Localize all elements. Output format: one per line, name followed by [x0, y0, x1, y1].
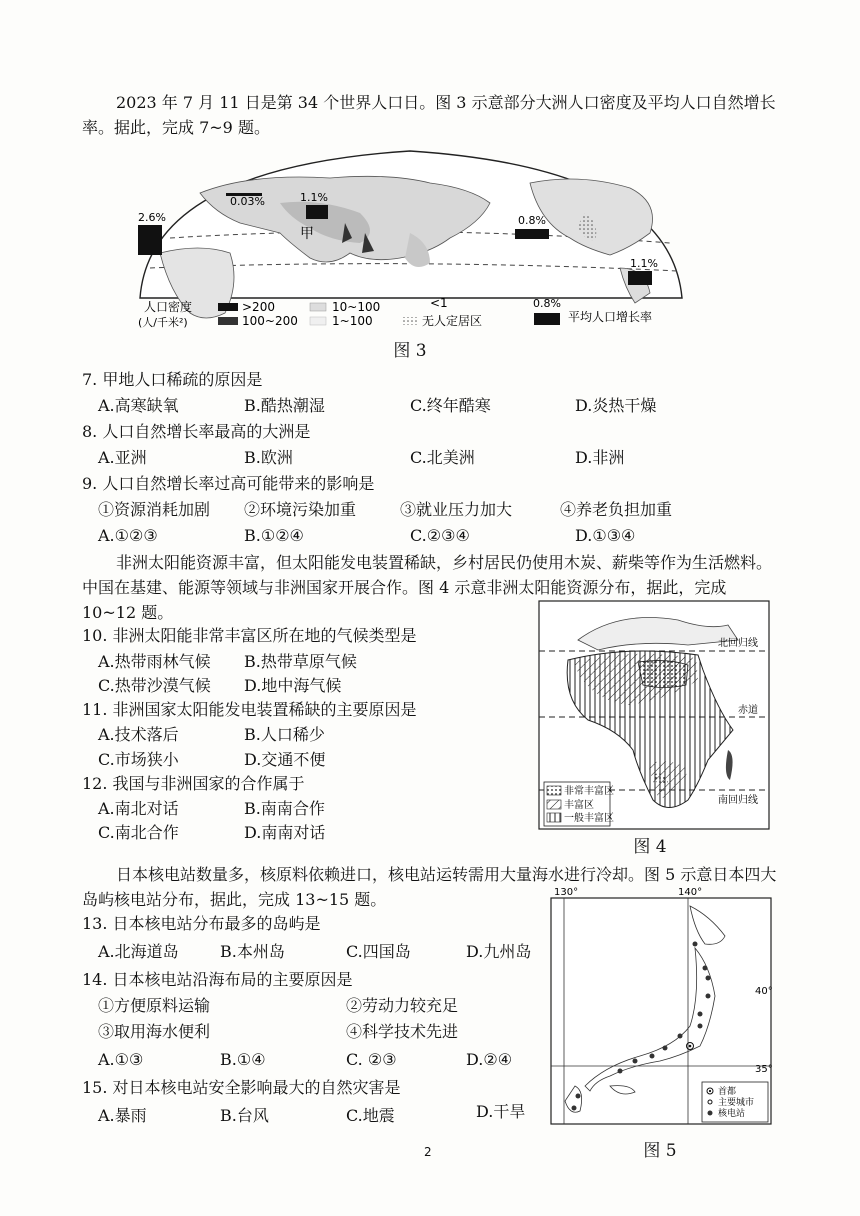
- q9-option-a[interactable]: A.①②③: [98, 526, 158, 545]
- q10-option-d[interactable]: D.地中海气候: [244, 676, 342, 695]
- q12-option-b[interactable]: B.南南合作: [244, 799, 325, 818]
- place-label-jia: 甲: [300, 226, 314, 242]
- q15-option-c[interactable]: C.地震: [346, 1106, 395, 1125]
- figure-5-legend: [702, 1082, 768, 1122]
- figure-4-caption: 图 4: [633, 837, 667, 857]
- svg-text:无人定居区: 无人定居区: [422, 314, 483, 328]
- figure-5-svg: [550, 886, 772, 1126]
- figure-5-caption: 图 5: [643, 1141, 677, 1161]
- svg-text:<1: <1: [430, 296, 448, 310]
- label-tropic-south: 南回归线: [718, 795, 758, 806]
- page-number: 2: [424, 1145, 432, 1159]
- svg-text:丰富区: 丰富区: [564, 800, 594, 811]
- svg-text:首都: 首都: [718, 1087, 737, 1097]
- figure-4-svg: [538, 600, 770, 830]
- q15-stem: 15. 对日本核电站安全影响最大的自然灾害是: [82, 1078, 401, 1097]
- q13-option-c[interactable]: C.四国岛: [346, 942, 411, 961]
- svg-text:人口密度: 人口密度: [144, 300, 193, 314]
- svg-text:1~100: 1~100: [332, 314, 373, 328]
- svg-text:主要城市: 主要城市: [718, 1098, 755, 1108]
- label-lat-35: 35°: [755, 1064, 772, 1075]
- figure-4-map: [538, 600, 770, 830]
- q14-statement-3: ③取用海水便利: [98, 1022, 211, 1041]
- q9-option-b[interactable]: B.①②④: [244, 526, 304, 545]
- figure-3-caption: 图 3: [393, 341, 427, 361]
- q12-option-d[interactable]: D.南南对话: [244, 823, 326, 842]
- q14-statement-2: ②劳动力较充足: [346, 996, 459, 1015]
- label-lon-140: 140°: [678, 887, 703, 898]
- bar-label-africa: 2.6%: [138, 211, 166, 224]
- q8-option-b[interactable]: B.欧洲: [244, 448, 293, 467]
- q7-option-c[interactable]: C.终年酷寒: [410, 396, 491, 415]
- figure-5-map: [550, 886, 772, 1126]
- svg-text:非常丰富区: 非常丰富区: [564, 786, 614, 797]
- label-equator: 赤道: [738, 705, 758, 716]
- q9-statement-1: ①资源消耗加剧: [98, 500, 211, 519]
- intro-fig3: 2023 年 7 月 11 日是第 34 个世界人口日。图 3 示意部分大洲人口密度及平均人口自然增长率。据此，完成 7~9 题。: [82, 93, 776, 137]
- label-lat-40: 40°: [755, 986, 772, 997]
- figure-3-svg: [130, 143, 690, 333]
- q7-option-b[interactable]: B.酷热潮湿: [244, 396, 325, 415]
- q9-option-c[interactable]: C.②③④: [410, 526, 470, 545]
- q14-option-d[interactable]: D.②④: [466, 1050, 513, 1069]
- q10-option-c[interactable]: C.热带沙漠气候: [98, 676, 211, 695]
- q11-option-a[interactable]: A.技术落后: [98, 725, 179, 744]
- bar-label-south-america: 1.1%: [630, 257, 658, 270]
- q9-statement-2: ②环境污染加重: [244, 500, 357, 519]
- q12-stem: 12. 我国与非洲国家的合作属于: [82, 774, 305, 793]
- svg-text:平均人口增长率: 平均人口增长率: [568, 310, 653, 324]
- svg-text:>200: >200: [242, 300, 275, 314]
- q14-option-c[interactable]: C. ②③: [346, 1050, 397, 1069]
- q15-option-d[interactable]: D.干旱: [476, 1102, 526, 1121]
- q8-option-d[interactable]: D.非洲: [575, 448, 625, 467]
- svg-text:0.8%: 0.8%: [533, 297, 561, 310]
- q9-statement-3: ③就业压力加大: [400, 500, 513, 519]
- q9-statement-4: ④养老负担加重: [560, 500, 673, 519]
- q7-stem: 7. 甲地人口稀疏的原因是: [82, 370, 263, 389]
- q11-option-b[interactable]: B.人口稀少: [244, 725, 325, 744]
- q7-option-d[interactable]: D.炎热干燥: [575, 396, 657, 415]
- growth-bar-south-america: [628, 271, 652, 285]
- bar-label-europe: 0.03%: [230, 195, 265, 208]
- growth-bar-north-america: [515, 229, 549, 239]
- q14-option-b[interactable]: B.①④: [220, 1050, 266, 1069]
- q13-option-d[interactable]: D.九州岛: [466, 942, 532, 961]
- figure-3-map: [130, 143, 690, 333]
- q13-option-a[interactable]: A.北海道岛: [98, 942, 179, 961]
- intro-fig4: 非洲太阳能资源丰富，但太阳能发电装置稀缺，乡村居民仍使用木炭、薪柴等作为生活燃料。中国在基建、能源等领域与非洲国家开展合作。图 4 示意非洲太阳能资源分布，据此，完成 10~12 题。: [82, 553, 773, 622]
- q9-stem: 9. 人口自然增长率过高可能带来的影响是: [82, 474, 375, 493]
- q11-option-d[interactable]: D.交通不便: [244, 750, 326, 769]
- growth-bar-africa: [138, 225, 162, 255]
- growth-bar-asia: [306, 205, 328, 219]
- q14-statement-4: ④科学技术先进: [346, 1022, 459, 1041]
- q10-option-b[interactable]: B.热带草原气候: [244, 652, 357, 671]
- q11-option-c[interactable]: C.市场狭小: [98, 750, 179, 769]
- figure-4-legend: [544, 782, 614, 826]
- q13-stem: 13. 日本核电站分布最多的岛屿是: [82, 914, 321, 933]
- q14-stem: 14. 日本核电站沿海布局的主要原因是: [82, 970, 353, 989]
- q13-option-b[interactable]: B.本州岛: [220, 942, 285, 961]
- q15-option-a[interactable]: A.暴雨: [98, 1106, 147, 1125]
- q14-statement-1: ①方便原料运输: [98, 996, 211, 1015]
- bar-label-north-america: 0.8%: [518, 214, 546, 227]
- svg-text:一般丰富区: 一般丰富区: [564, 813, 614, 824]
- q12-option-a[interactable]: A.南北对话: [98, 799, 179, 818]
- svg-text:10~100: 10~100: [332, 300, 381, 314]
- svg-text:(人/千米²): (人/千米²): [138, 316, 188, 329]
- bar-label-asia: 1.1%: [300, 191, 328, 204]
- q15-option-b[interactable]: B.台风: [220, 1106, 269, 1125]
- label-lon-130: 130°: [554, 887, 579, 898]
- q8-option-c[interactable]: C.北美洲: [410, 448, 475, 467]
- q12-option-c[interactable]: C.南北合作: [98, 823, 179, 842]
- q10-option-a[interactable]: A.热带雨林气候: [98, 652, 211, 671]
- label-tropic-north: 北回归线: [718, 638, 758, 649]
- q8-option-a[interactable]: A.亚洲: [98, 448, 147, 467]
- q7-option-a[interactable]: A.高寒缺氧: [98, 396, 179, 415]
- q14-option-a[interactable]: A.①③: [98, 1050, 144, 1069]
- intro-fig5: 日本核电站数量多，核原料依赖进口，核电站运转需用大量海水进行冷却。图 5 示意日本四大岛屿核电站分布，据此，完成 13~15 题。: [82, 865, 777, 909]
- svg-text:核电站: 核电站: [718, 1109, 746, 1119]
- q11-stem: 11. 非洲国家太阳能发电装置稀缺的主要原因是: [82, 700, 417, 719]
- q9-option-d[interactable]: D.①③④: [575, 526, 636, 545]
- svg-text:100~200: 100~200: [242, 314, 298, 328]
- q10-stem: 10. 非洲太阳能非常丰富区所在地的气候类型是: [82, 626, 417, 645]
- q8-stem: 8. 人口自然增长率最高的大洲是: [82, 422, 311, 441]
